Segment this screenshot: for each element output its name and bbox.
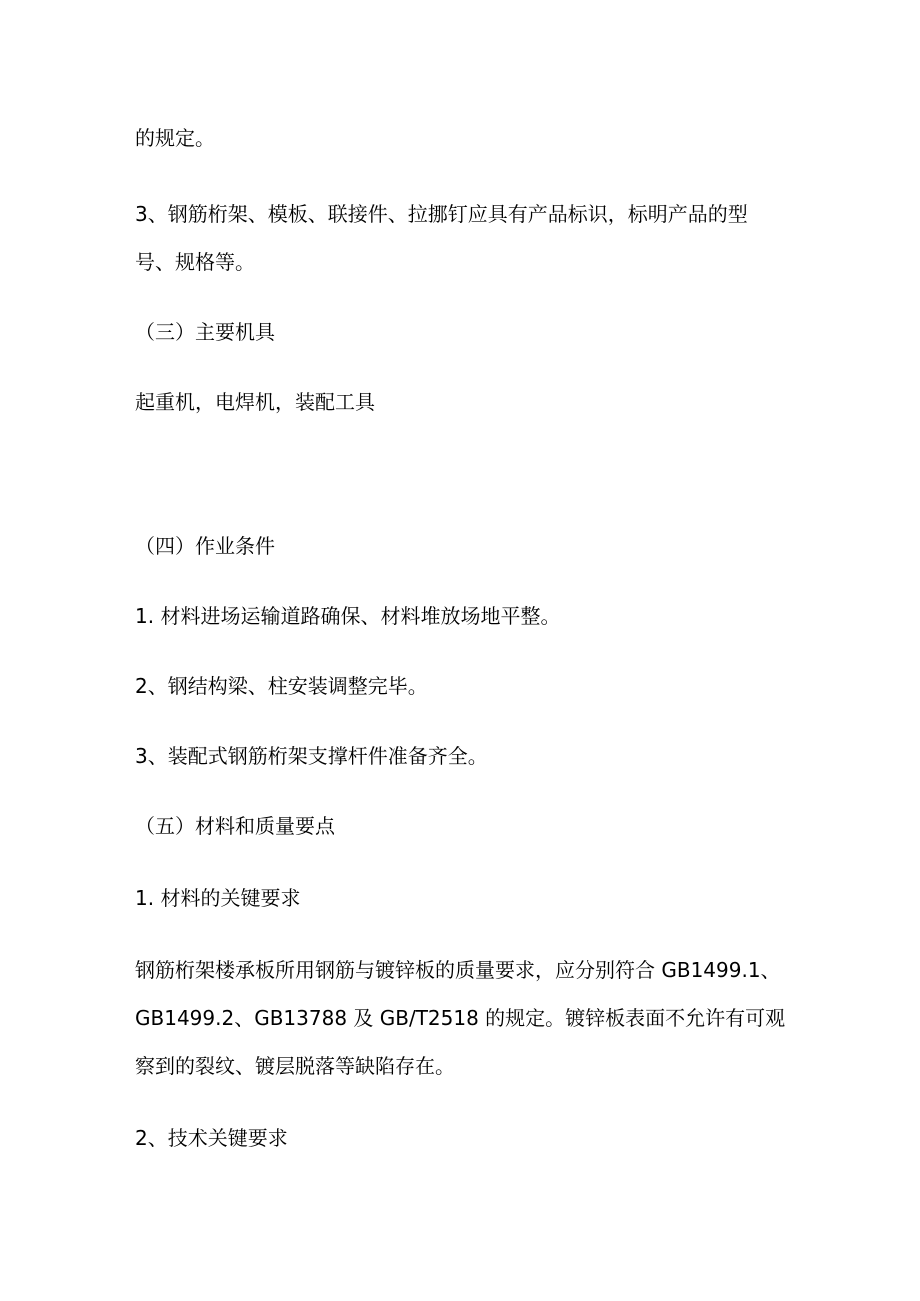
list-item-3-line-2: 号、规格等。 xyxy=(135,250,255,274)
paragraph-line-1: 钢筋桁架楼承板所用钢筋与镀锌板的质量要求，应分别符合 GB1499.1、 xyxy=(135,958,781,982)
list-item-3-line-1: 3、钢筋桁架、模板、联接件、拉挪钉应具有产品标识，标明产品的型 xyxy=(135,202,748,226)
section-heading-4: （四）作业条件 xyxy=(135,534,275,558)
paragraph-line-3: 察到的裂纹、镀层脱落等缺陷存在。 xyxy=(135,1054,455,1078)
condition-item-2: 2、钢结构梁、柱安装调整完毕。 xyxy=(135,674,428,698)
subheading-technical-requirements: 2、技术关键要求 xyxy=(135,1126,288,1150)
subheading-material-requirements: 1. 材料的关键要求 xyxy=(135,886,301,910)
equipment-list: 起重机，电焊机，装配工具 xyxy=(135,390,375,414)
section-heading-3: （三）主要机具 xyxy=(135,320,275,344)
paragraph-line-2: GB1499.2、GB13788 及 GB/T2518 的规定。镀锌板表面不允许有可观 xyxy=(135,1006,786,1030)
section-heading-5: （五）材料和质量要点 xyxy=(135,814,335,838)
condition-item-1: 1. 材料进场运输道路确保、材料堆放场地平整。 xyxy=(135,604,561,628)
condition-item-3: 3、装配式钢筋桁架支撑杆件准备齐全。 xyxy=(135,744,488,768)
text-line-continuation: 的规定。 xyxy=(135,126,215,150)
